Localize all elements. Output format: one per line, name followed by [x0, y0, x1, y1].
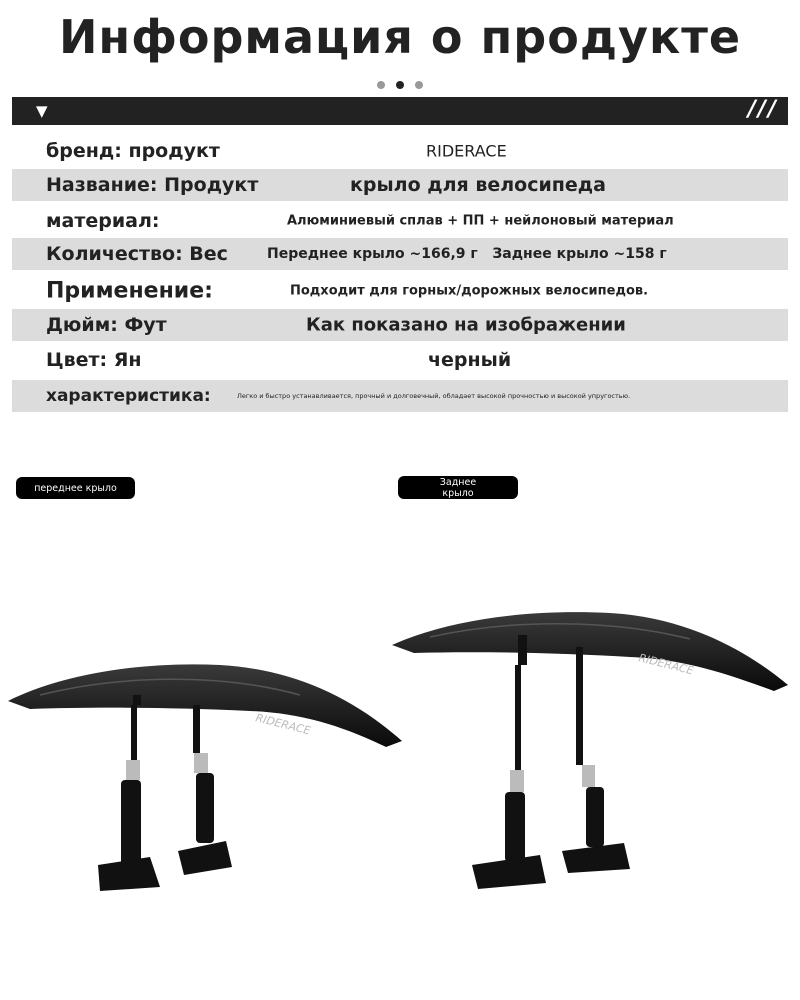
- rear-fender-image: [390, 605, 790, 895]
- spec-label: Применение:: [46, 278, 213, 304]
- slashes-decoration: ///: [747, 97, 778, 122]
- page-title: Информация о продукте: [58, 10, 742, 64]
- front-fender-tag: переднее крыло: [16, 477, 135, 499]
- spec-label: Цвет: Ян: [46, 349, 142, 371]
- spec-row-name: [12, 169, 788, 201]
- spec-row-color: [12, 344, 788, 376]
- spec-label: Количество: Вес: [46, 243, 228, 265]
- spec-value: RIDERACE: [426, 141, 507, 161]
- spec-row-brand: [12, 135, 788, 167]
- front-fender-image: [0, 655, 410, 900]
- spec-label: Дюйм: Фут: [46, 314, 167, 336]
- spec-row-material: [12, 205, 788, 237]
- spec-value: Легко и быстро устанавливается, прочный и долговечный, обладает высокой прочностью и высокой упругостью.: [237, 392, 631, 400]
- spec-row-usage: [12, 275, 788, 307]
- spec-value: Подходит для горных/дорожных велосипедов.: [290, 283, 649, 299]
- triangle-down-icon: ▼: [36, 102, 48, 120]
- spec-value: крыло для велосипеда: [350, 174, 606, 196]
- carousel-dot-active[interactable]: [396, 81, 404, 89]
- spec-row-features: [12, 380, 788, 412]
- spec-row-size: [12, 309, 788, 341]
- spec-value: Как показано на изображении: [306, 314, 626, 336]
- spec-label: материал:: [46, 210, 160, 232]
- front-fender-logo: RIDERACE: [254, 711, 312, 738]
- carousel-dots: [0, 74, 800, 93]
- rear-fender-tag: Заднее крыло: [398, 476, 518, 499]
- carousel-dot[interactable]: [377, 81, 385, 89]
- spec-value: черный: [428, 349, 512, 371]
- rear-fender-logo: RIDERACE: [637, 651, 695, 678]
- spec-row-weight: [12, 238, 788, 270]
- spec-label: Название: Продукт: [46, 174, 259, 196]
- section-header-bar: [12, 97, 788, 125]
- spec-value: Переднее крыло ~166,9 г Заднее крыло ~158 г: [267, 246, 667, 262]
- spec-label: бренд: продукт: [46, 140, 220, 162]
- spec-value: Алюминиевый сплав + ПП + нейлоновый материал: [287, 213, 674, 229]
- carousel-dot[interactable]: [415, 81, 423, 89]
- spec-label: характеристика:: [46, 386, 211, 406]
